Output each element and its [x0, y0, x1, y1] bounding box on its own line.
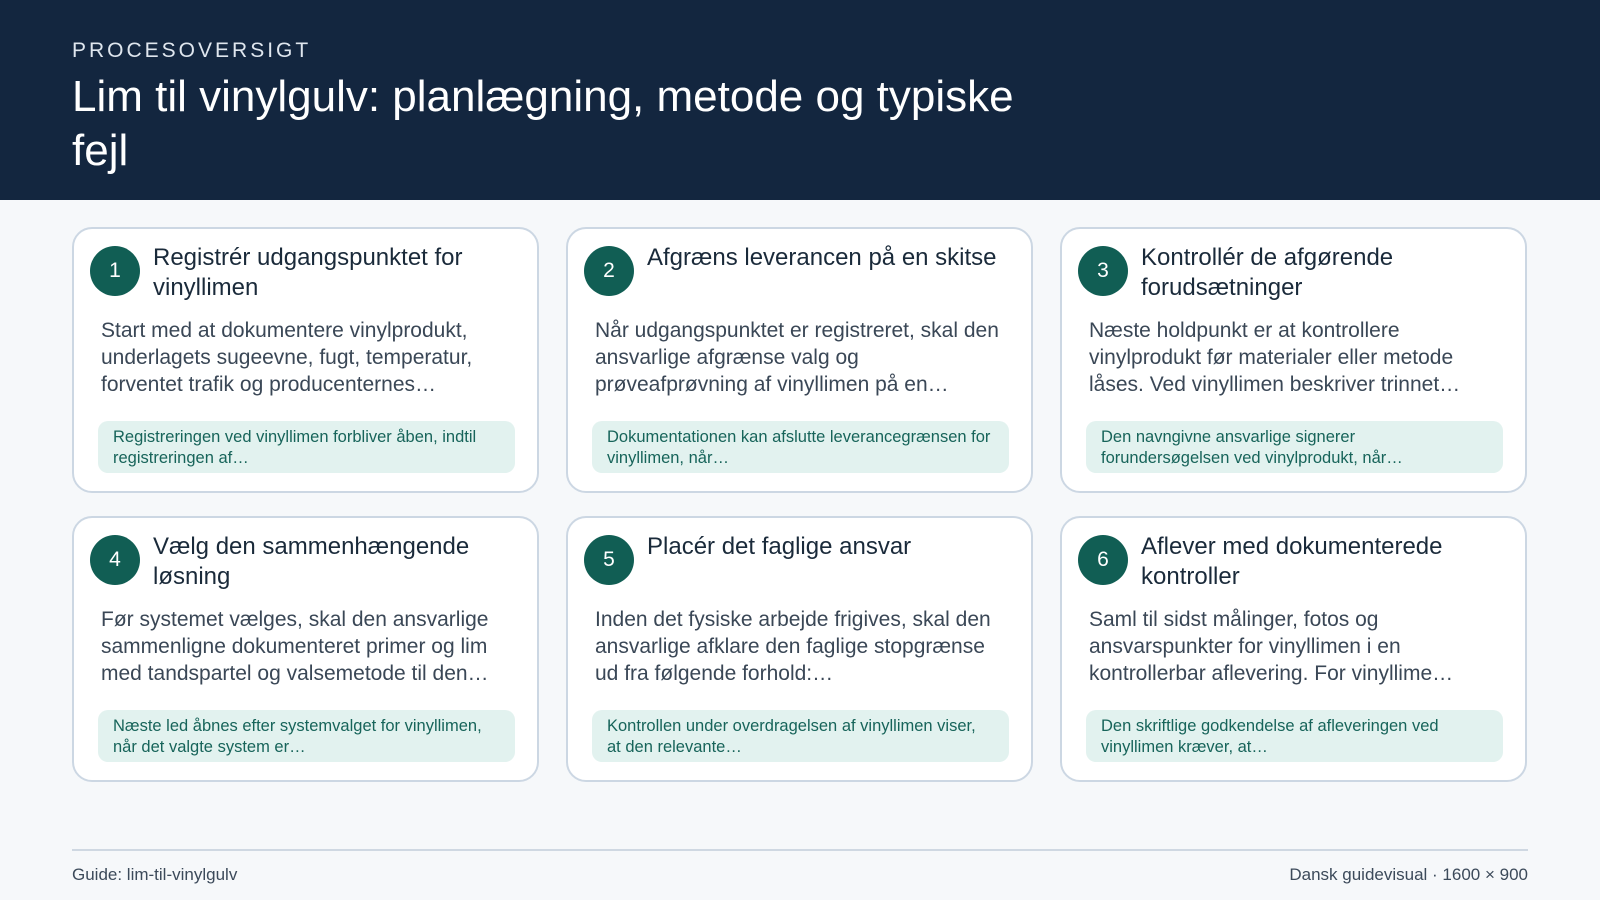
step-title: Aflever med dokumenterede kontroller: [1141, 533, 1443, 590]
step-description: Næste holdpunkt er at kontrollere vinylprodukt før materialer eller metode låses. Ved vinyllimen beskriver trinnet…: [1089, 319, 1461, 396]
step-card-2: [566, 227, 1033, 493]
step-note: Dokumentationen kan afslutte leverancegrænsen for vinyllimen, når…: [592, 421, 1009, 473]
step-number-badge: 4: [90, 535, 140, 585]
step-number-badge: 1: [90, 246, 140, 296]
step-card-4: [72, 516, 539, 782]
step-title: Registrér udgangspunktet for vinyllimen: [153, 244, 463, 301]
step-note: Registreringen ved vinyllimen forbliver åben, indtil registreringen af…: [98, 421, 515, 473]
step-number-badge: 3: [1078, 246, 1128, 296]
step-title: Afgræns leverancen på en skitse: [647, 244, 997, 271]
step-description: Før systemet vælges, skal den ansvarlige sammenligne dokumenteret primer og lim med tandspartel og valsemetode til den…: [101, 608, 489, 685]
step-title: Vælg den sammenhængende løsning: [153, 533, 470, 590]
footer-meta-label: Dansk guidevisual · 1600 × 900: [1289, 865, 1528, 884]
page-header: [0, 0, 1600, 200]
step-card-5: [566, 516, 1033, 782]
step-number-badge: 6: [1078, 535, 1128, 585]
step-card-3: [1060, 227, 1527, 493]
footer-guide-label: Guide: lim-til-vinylgulv: [72, 865, 238, 884]
step-description: Inden det fysiske arbejde frigives, skal den ansvarlige afklare den faglige stopgrænse ud fra følgende forhold:…: [595, 608, 991, 685]
step-title: Placér det faglige ansvar: [647, 533, 912, 560]
step-grid: [72, 227, 1527, 782]
step-card-6: [1060, 516, 1527, 782]
step-description: Start med at dokumentere vinylprodukt, underlagets sugeevne, fugt, temperatur, forventet trafik og producenternes…: [101, 319, 473, 396]
step-description: Saml til sidst målinger, fotos og ansvarspunkter for vinyllimen i en kontrollerbar aflevering. For vinyllime…: [1089, 608, 1454, 685]
step-title: Kontrollér de afgørende forudsætninger: [1141, 244, 1394, 301]
footer-divider: [72, 849, 1528, 851]
step-description: Når udgangspunktet er registreret, skal den ansvarlige afgrænse valg og prøveafprøvning af vinyllimen på en…: [595, 319, 999, 396]
eyebrow-label: PROCESOVERSIGT: [72, 39, 312, 62]
step-number-badge: 5: [584, 535, 634, 585]
step-note: Den navngivne ansvarlige signerer forundersøgelsen ved vinylprodukt, når…: [1086, 421, 1503, 473]
step-card-1: [72, 227, 539, 493]
page-title: Lim til vinylgulv: planlægning, metode og typiske fejl: [72, 72, 1014, 175]
step-note: Kontrollen under overdragelsen af vinyllimen viser, at den relevante…: [592, 710, 1009, 762]
step-note: Næste led åbnes efter systemvalget for vinyllimen, når det valgte system er…: [98, 710, 515, 762]
step-note: Den skriftlige godkendelse af afleveringen ved vinyllimen kræver, at…: [1086, 710, 1503, 762]
step-number-badge: 2: [584, 246, 634, 296]
